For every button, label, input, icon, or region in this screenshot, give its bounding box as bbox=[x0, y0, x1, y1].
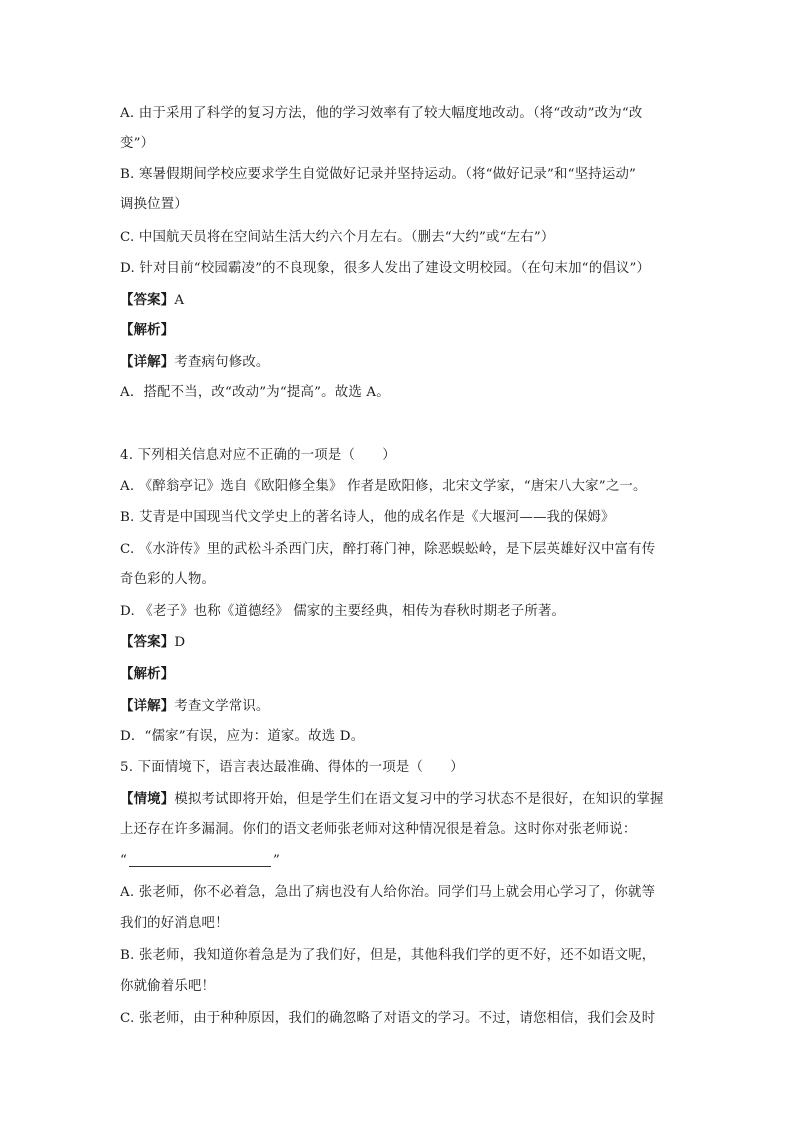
analysis-tag: 【解析】 bbox=[120, 322, 175, 338]
detail-text: 考查病句修改。 bbox=[174, 355, 270, 370]
answer-row-3 bbox=[120, 290, 690, 311]
situation-line-1 bbox=[120, 789, 690, 810]
q5-option-a-line-1: A. 张老师，你不必着急，急出了病也没有人给你治。同学们马上就会用心学习了，你就等 bbox=[120, 885, 656, 900]
q4-option-c-line-2: 奇色彩的人物。 bbox=[120, 572, 216, 587]
explanation-line: A．搭配不当，改“改动”为“提高”。故选 A。 bbox=[120, 385, 390, 400]
situation-tag: 【情境】 bbox=[120, 791, 175, 807]
question-4-stem: 4. 下列相关信息对应不正确的一项是（ ） bbox=[120, 448, 396, 463]
option-b-line-1: B. 寒暑假期间学校应要求学生自觉做好记录并坚持运动。（将“做好记录”和“坚持运动” bbox=[120, 167, 637, 182]
question-5-stem: 5. 下面情境下，语言表达最准确、得体的一项是（ ） bbox=[120, 760, 464, 775]
q4-option-d: D. 《老子》也称《道德经》 儒家的主要经典，相传为春秋时期老子所著。 bbox=[120, 604, 566, 619]
detail-row-4 bbox=[120, 696, 690, 717]
option-c-line: C. 中国航天员将在空间站生活大约六个月左右。（删去“大约”或“左右”） bbox=[120, 230, 555, 245]
answer-row-4 bbox=[120, 632, 690, 653]
q4-option-c-line-1: C. 《水浒传》里的武松斗杀西门庆，醉打蒋门神，除恶蜈蚣岭，是下层英雄好汉中富有传 bbox=[120, 542, 656, 557]
answer-blank bbox=[129, 854, 271, 867]
situation-line-2: 上还存在许多漏洞。你们的语文老师张老师对这种情况很是着急。这时你对张老师说： bbox=[120, 822, 637, 837]
analysis-row-3 bbox=[120, 320, 690, 341]
close-quote: ” bbox=[273, 853, 281, 868]
q5-option-c-line-1: C. 张老师，由于种种原因，我们的确忽略了对语文的学习。不过，请您相信，我们会及时 bbox=[120, 1011, 656, 1026]
q4-option-a: A. 《醉翁亭记》选自《欧阳修全集》 作者是欧阳修，北宋文学家，“唐宋八大家”之一。 bbox=[120, 479, 647, 494]
detail-tag: 【详解】 bbox=[120, 354, 175, 370]
option-a-line-2: 变”） bbox=[120, 136, 155, 151]
detail-tag: 【详解】 bbox=[120, 698, 175, 714]
answer-value: D bbox=[174, 635, 186, 650]
option-a-line-1: A. 由于采用了科学的复习方法，他的学习效率有了较大幅度地改动。（将“改动”改为“改 bbox=[120, 106, 643, 121]
answer-value: A bbox=[174, 293, 185, 308]
answer-tag: 【答案】 bbox=[120, 634, 175, 650]
q5-option-b-line-2: 你就偷着乐吧！ bbox=[120, 979, 216, 994]
option-d-line: D. 针对目前“校园霸凌”的不良现象，很多人发出了建设文明校园。（在句末加“的倡议”） bbox=[120, 261, 651, 276]
answer-tag: 【答案】 bbox=[120, 292, 175, 308]
detail-text: 考查文学常识。 bbox=[174, 699, 270, 714]
analysis-row-4 bbox=[120, 664, 690, 685]
open-quote: “ bbox=[120, 853, 128, 868]
detail-row-3 bbox=[120, 352, 690, 373]
blank-line bbox=[120, 851, 690, 871]
q5-option-a-line-2: 我们的好消息吧！ bbox=[120, 916, 229, 931]
explanation-line-4: D．“儒家”有误，应为：道家。故选 D。 bbox=[120, 729, 365, 744]
q4-option-b: B. 艾青是中国现当代文学史上的著名诗人，他的成名作是《大堰河——我的保姆》 bbox=[120, 510, 615, 525]
situation-text: 模拟考试即将开始，但是学生们在语文复习中的学习状态不是很好，在知识的掌握 bbox=[174, 792, 664, 807]
option-b-line-2: 调换位置） bbox=[120, 197, 188, 212]
q5-option-b-line-1: B. 张老师，我知道你着急是为了我们好，但是，其他科我们学的更不好，还不如语文呢， bbox=[120, 948, 656, 963]
analysis-tag: 【解析】 bbox=[120, 666, 175, 682]
